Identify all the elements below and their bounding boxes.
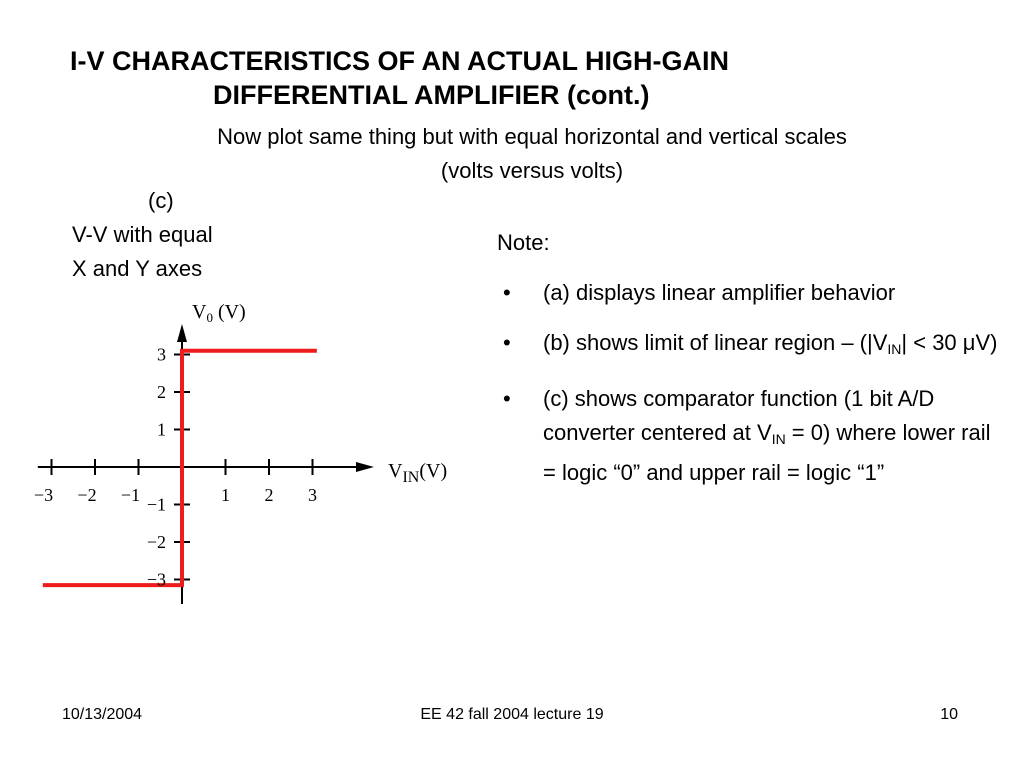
y-tick-label: −3 xyxy=(146,569,166,590)
x-tick-label: −3 xyxy=(33,485,54,505)
notes-header: Note: xyxy=(497,230,550,255)
x-tick-label: 2 xyxy=(264,485,274,505)
panel-desc-line-1: V-V with equal xyxy=(72,222,213,247)
note-b-text-pre: (b) shows limit of linear region – (|V xyxy=(543,330,888,355)
note-a-text: (a) displays linear amplifier behavior xyxy=(543,280,896,305)
note-item-c xyxy=(497,382,1007,490)
footer-course: EE 42 fall 2004 lecture 19 xyxy=(420,706,604,723)
y-tick-label: 2 xyxy=(157,382,166,402)
y-axis-label: $V_0$ (V) xyxy=(192,301,246,325)
note-c-text-post: = 0) where lower rail = logic “0” and upper rail = logic “1” xyxy=(543,420,991,485)
y-tick-label: −2 xyxy=(146,532,166,552)
y-axis-arrow-icon xyxy=(177,324,187,342)
note-b-text-post: | < 30 μV) xyxy=(901,330,998,355)
x-tick-label: 3 xyxy=(308,485,317,505)
notes-list xyxy=(497,276,1007,490)
notes-panel xyxy=(497,226,1007,506)
note-c-text-pre: (c) shows comparator function (1 bit A/D converter centered at V xyxy=(543,386,935,445)
note-item-a xyxy=(497,276,1007,310)
x-tick-label: 1 xyxy=(221,485,230,505)
x-axis-arrow-icon xyxy=(356,462,374,472)
bullet-icon: • xyxy=(503,330,511,355)
note-c-sub: IN xyxy=(771,431,786,447)
note-item-b xyxy=(497,326,1007,366)
title-line-2: DIFFERENTIAL AMPLIFIER (cont.) xyxy=(213,80,650,110)
footer-page-number: 10 xyxy=(940,706,958,723)
y-tick-label: 1 xyxy=(157,419,166,440)
x-axis-label: $V_{IN}(V)$ xyxy=(388,460,448,486)
chart-labels xyxy=(34,301,447,590)
footer-date: 10/13/2004 xyxy=(62,706,143,723)
subtitle-line-2: (volts versus volts) xyxy=(440,158,624,183)
panel-desc-line-2: X and Y axes xyxy=(72,256,203,281)
chart-axes xyxy=(38,324,374,604)
panel-letter: (c) xyxy=(148,188,174,213)
x-tick-label: −2 xyxy=(77,485,97,505)
subtitle-line-1: Now plot same thing but with equal horizontal and vertical scales xyxy=(217,124,847,149)
title-line-1: I-V CHARACTERISTICS OF AN ACTUAL HIGH-GAIN xyxy=(70,46,729,76)
note-b-sub: IN xyxy=(887,341,902,357)
x-tick-label: −1 xyxy=(120,485,141,505)
y-tick-label: −1 xyxy=(146,494,166,515)
bullet-icon: • xyxy=(503,386,511,411)
y-tick-label: 3 xyxy=(157,344,166,365)
bullet-icon: • xyxy=(503,280,511,305)
